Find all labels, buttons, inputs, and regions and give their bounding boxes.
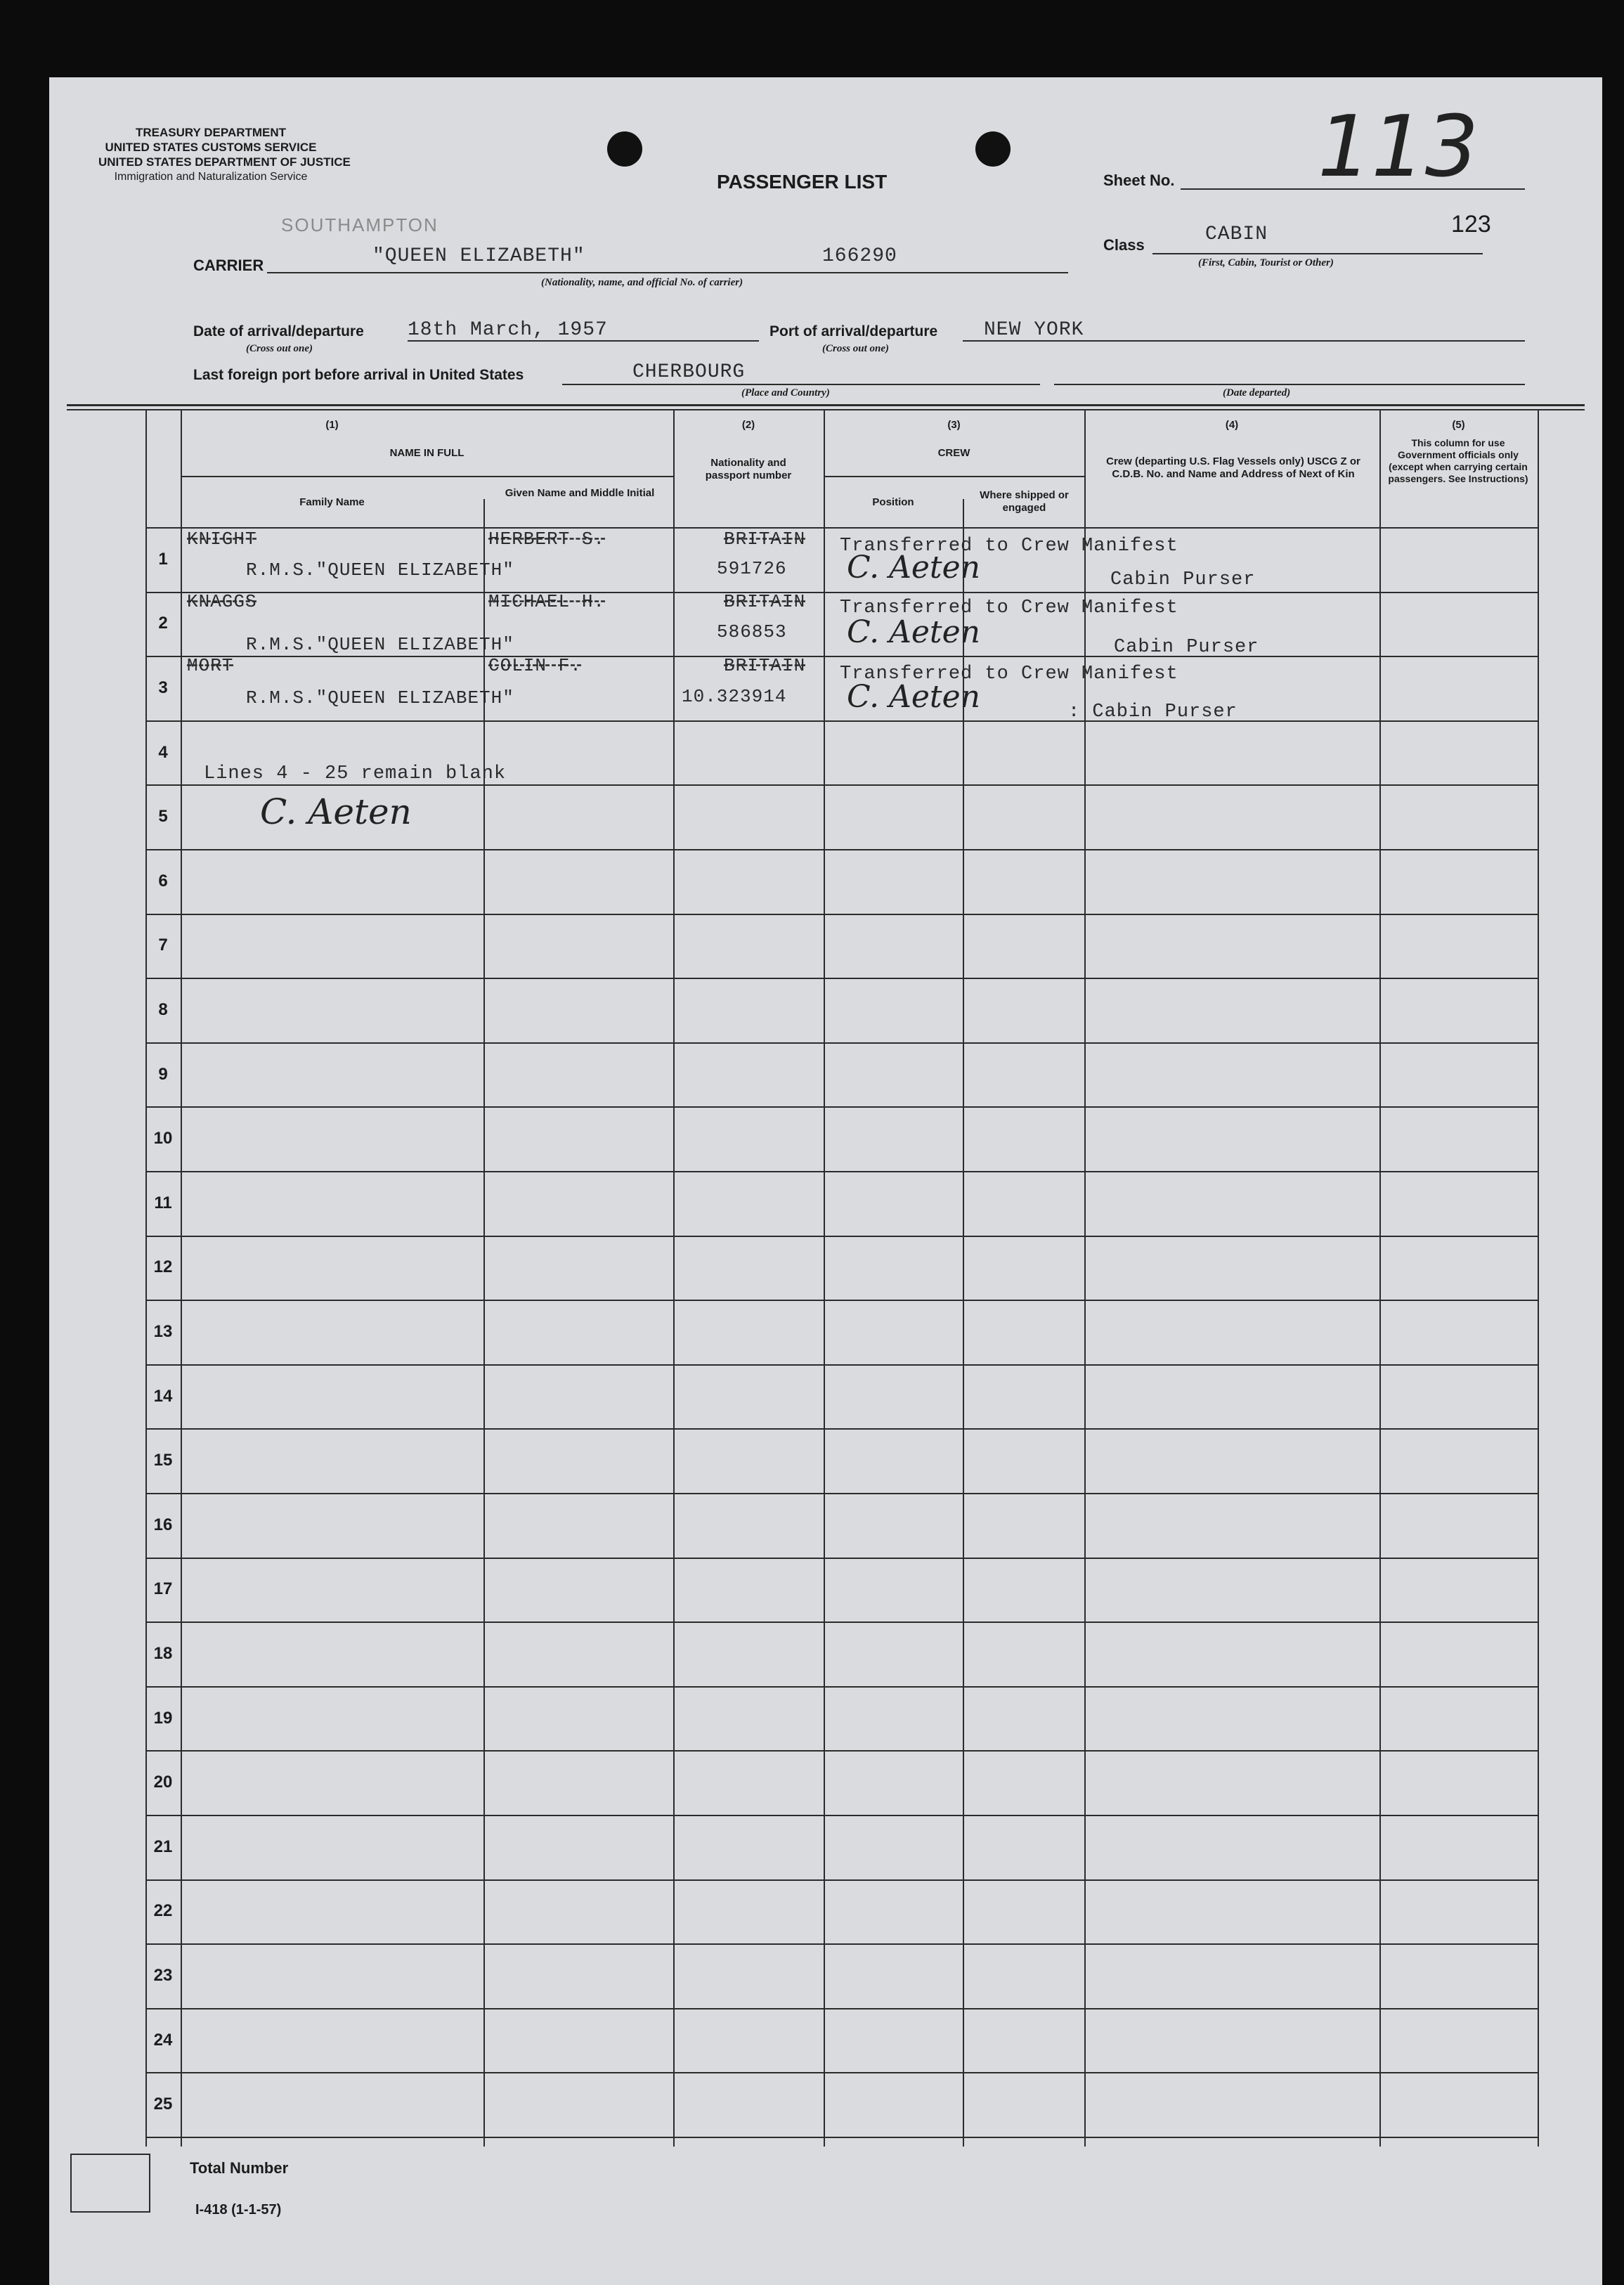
row-rule	[145, 1493, 1538, 1494]
row-rule	[145, 784, 1538, 786]
row2-given-name: MICHAEL H.	[488, 591, 606, 612]
row-rule	[145, 1621, 1538, 1623]
row-number: 9	[158, 1065, 168, 1084]
row-number: 14	[153, 1387, 173, 1406]
row3-nationality: BRITAIN	[724, 655, 806, 676]
row1-note: Transferred to Crew Manifest	[840, 536, 1178, 557]
date-cross-caption: (Cross out one)	[246, 343, 313, 354]
total-number-box	[70, 2154, 150, 2213]
col-divider	[1379, 410, 1381, 2147]
col-divider	[181, 410, 182, 2147]
row2-vessel: R.M.S."QUEEN ELIZABETH"	[246, 634, 514, 655]
col3-title: CREW	[937, 447, 970, 459]
row1-role: Cabin Purser	[1110, 569, 1256, 590]
row-rule	[145, 1686, 1538, 1688]
row3-note: Transferred to Crew Manifest	[840, 664, 1178, 685]
row-number: 6	[158, 872, 168, 891]
row-rule	[145, 1364, 1538, 1366]
row-number: 21	[153, 1837, 173, 1856]
row-number: 17	[153, 1579, 173, 1598]
col3-number: (3)	[947, 419, 961, 431]
row-number: 12	[153, 1257, 173, 1276]
agency-block	[98, 125, 351, 184]
last-port-value: CHERBOURG	[632, 361, 746, 383]
row-number: 22	[153, 1901, 173, 1920]
row-rule	[145, 720, 1538, 722]
table-border-left	[145, 410, 147, 2147]
header-rule	[824, 476, 1084, 477]
date-label: Date of arrival/departure	[193, 323, 364, 339]
header-bottom-rule	[145, 527, 1538, 529]
agency-line: TREASURY DEPARTMENT	[135, 126, 287, 139]
row-rule	[145, 2008, 1538, 2009]
place-caption: (Place and Country)	[741, 387, 830, 399]
row-number: 18	[153, 1644, 173, 1663]
carrier-caption: (Nationality, name, and official No. of carrier)	[541, 277, 743, 288]
carrier-official-number: 166290	[822, 245, 897, 267]
agency-line: UNITED STATES DEPARTMENT OF JUSTICE	[98, 155, 351, 169]
port-cross-caption: (Cross out one)	[822, 343, 890, 354]
col3-where-shipped: Where shipped or engaged	[980, 489, 1069, 514]
class-value: CABIN	[1205, 224, 1268, 245]
date-departed-caption: (Date departed)	[1223, 387, 1291, 399]
row-rule	[145, 592, 1538, 593]
agency-line: Immigration and Naturalization Service	[114, 171, 308, 183]
punch-hole-left	[607, 131, 642, 167]
col1-family-name: Family Name	[299, 496, 365, 508]
port-value: NEW YORK	[984, 319, 1084, 341]
row2-role: Cabin Purser	[1114, 637, 1259, 658]
carrier-annotation: SOUTHAMPTON	[281, 214, 439, 235]
row-rule	[145, 1879, 1538, 1881]
row-rule	[145, 1558, 1538, 1559]
row-number: 7	[158, 936, 168, 954]
col-divider	[963, 499, 964, 2147]
row-number: 4	[158, 743, 168, 762]
row3-vessel: R.M.S."QUEEN ELIZABETH"	[246, 687, 514, 708]
header-rule	[181, 476, 673, 477]
row-rule	[145, 1428, 1538, 1430]
table-border-right	[1538, 410, 1539, 2147]
row-rule	[145, 1750, 1538, 1752]
row1-passport: 591726	[717, 558, 787, 579]
top-rule	[67, 404, 1585, 406]
row2-note: Transferred to Crew Manifest	[840, 597, 1178, 619]
row1-signature: C. Aeten	[847, 550, 980, 585]
last-port-label: Last foreign port before arrival in United States	[193, 367, 524, 383]
class-caption: (First, Cabin, Tourist or Other)	[1198, 257, 1334, 268]
row1-given-name: HERBERT S.	[488, 529, 606, 550]
blank-note-signature: C. Aeten	[260, 791, 412, 832]
col5-title: This column for use Government officials only (except when carrying certain passengers. See Instructions)	[1388, 437, 1528, 484]
row-rule	[145, 2137, 1538, 2138]
row2-passport: 586853	[717, 621, 787, 642]
row3-given-name: COLIN F.	[488, 655, 582, 676]
col1-number: (1)	[325, 419, 339, 431]
row-rule	[145, 1943, 1538, 1945]
port-label: Port of arrival/departure	[769, 323, 938, 339]
col-divider	[483, 499, 485, 2147]
row-rule	[145, 978, 1538, 979]
carrier-label: CARRIER	[193, 257, 264, 274]
punch-hole-right	[975, 131, 1011, 167]
row1-nationality: BRITAIN	[724, 529, 806, 550]
col5-number: (5)	[1452, 419, 1465, 431]
col-divider	[673, 410, 675, 2147]
carrier-underline	[267, 272, 1068, 273]
row3-signature: C. Aeten	[847, 679, 980, 715]
sheet-label: Sheet No.	[1103, 171, 1175, 189]
row-number: 5	[158, 807, 168, 826]
row2-nationality: BRITAIN	[724, 591, 806, 612]
blank-lines-note: Lines 4 - 25 remain blank	[204, 763, 507, 784]
col4-number: (4)	[1225, 419, 1239, 431]
row-number: 23	[153, 1966, 173, 1985]
row-number: 15	[153, 1451, 173, 1470]
row2-signature: C. Aeten	[847, 614, 980, 650]
col1-title: NAME IN FULL	[389, 447, 465, 459]
form-id: I-418 (1-1-57)	[195, 2202, 282, 2218]
row3-role: : Cabin Purser	[1068, 701, 1238, 723]
row2-family-name: KNAGGS	[187, 591, 257, 612]
row-rule	[145, 1042, 1538, 1044]
row-rule	[145, 849, 1538, 850]
row-number: 25	[153, 2095, 173, 2114]
col1-given-name: Given Name and Middle Initial	[505, 487, 655, 499]
top-rule-2	[67, 409, 1585, 410]
carrier-value: "QUEEN ELIZABETH"	[372, 245, 585, 267]
date-departed-underline	[1054, 384, 1525, 385]
row-number: 24	[153, 2031, 173, 2050]
row1-family-name: KNIGHT	[187, 529, 257, 550]
row-number: 2	[158, 614, 168, 633]
row-number: 16	[153, 1515, 173, 1534]
row-number: 13	[153, 1322, 173, 1341]
document-page	[49, 77, 1602, 2285]
last-port-underline	[562, 384, 1040, 385]
row-rule	[145, 2072, 1538, 2073]
row-rule	[145, 1236, 1538, 1237]
col3-position: Position	[872, 496, 914, 508]
row1-vessel: R.M.S."QUEEN ELIZABETH"	[246, 559, 514, 581]
row-rule	[145, 1300, 1538, 1301]
row-number: 1	[158, 550, 168, 569]
date-value: 18th March, 1957	[408, 319, 608, 341]
col4-title: Crew (departing U.S. Flag Vessels only) USCG Z or C.D.B. No. and Name and Address of Next of Kin	[1106, 455, 1360, 480]
col2-title: Nationality and passport number	[705, 457, 792, 481]
row-rule	[145, 1815, 1538, 1816]
row-number: 8	[158, 1000, 168, 1019]
row-number: 3	[158, 678, 168, 697]
row-number: 11	[154, 1193, 172, 1212]
col-divider	[824, 410, 825, 2147]
col2-number: (2)	[741, 419, 755, 431]
form-title: PASSENGER LIST	[717, 171, 888, 193]
row-rule	[145, 1171, 1538, 1172]
row3-passport: 10.323914	[682, 686, 787, 707]
agency-line: UNITED STATES CUSTOMS SERVICE	[105, 141, 317, 154]
total-number-label: Total Number	[190, 2159, 289, 2177]
row-number: 10	[153, 1129, 173, 1148]
class-number: 123	[1451, 211, 1491, 238]
row-rule	[145, 914, 1538, 915]
row-number: 19	[153, 1709, 173, 1728]
row-number: 20	[153, 1773, 173, 1792]
row-rule	[145, 656, 1538, 657]
class-label: Class	[1103, 236, 1145, 254]
class-underline	[1152, 253, 1483, 254]
sheet-number-handwritten: 113	[1318, 98, 1479, 196]
row3-family-name: MORT	[187, 655, 234, 676]
row-rule	[145, 1106, 1538, 1108]
